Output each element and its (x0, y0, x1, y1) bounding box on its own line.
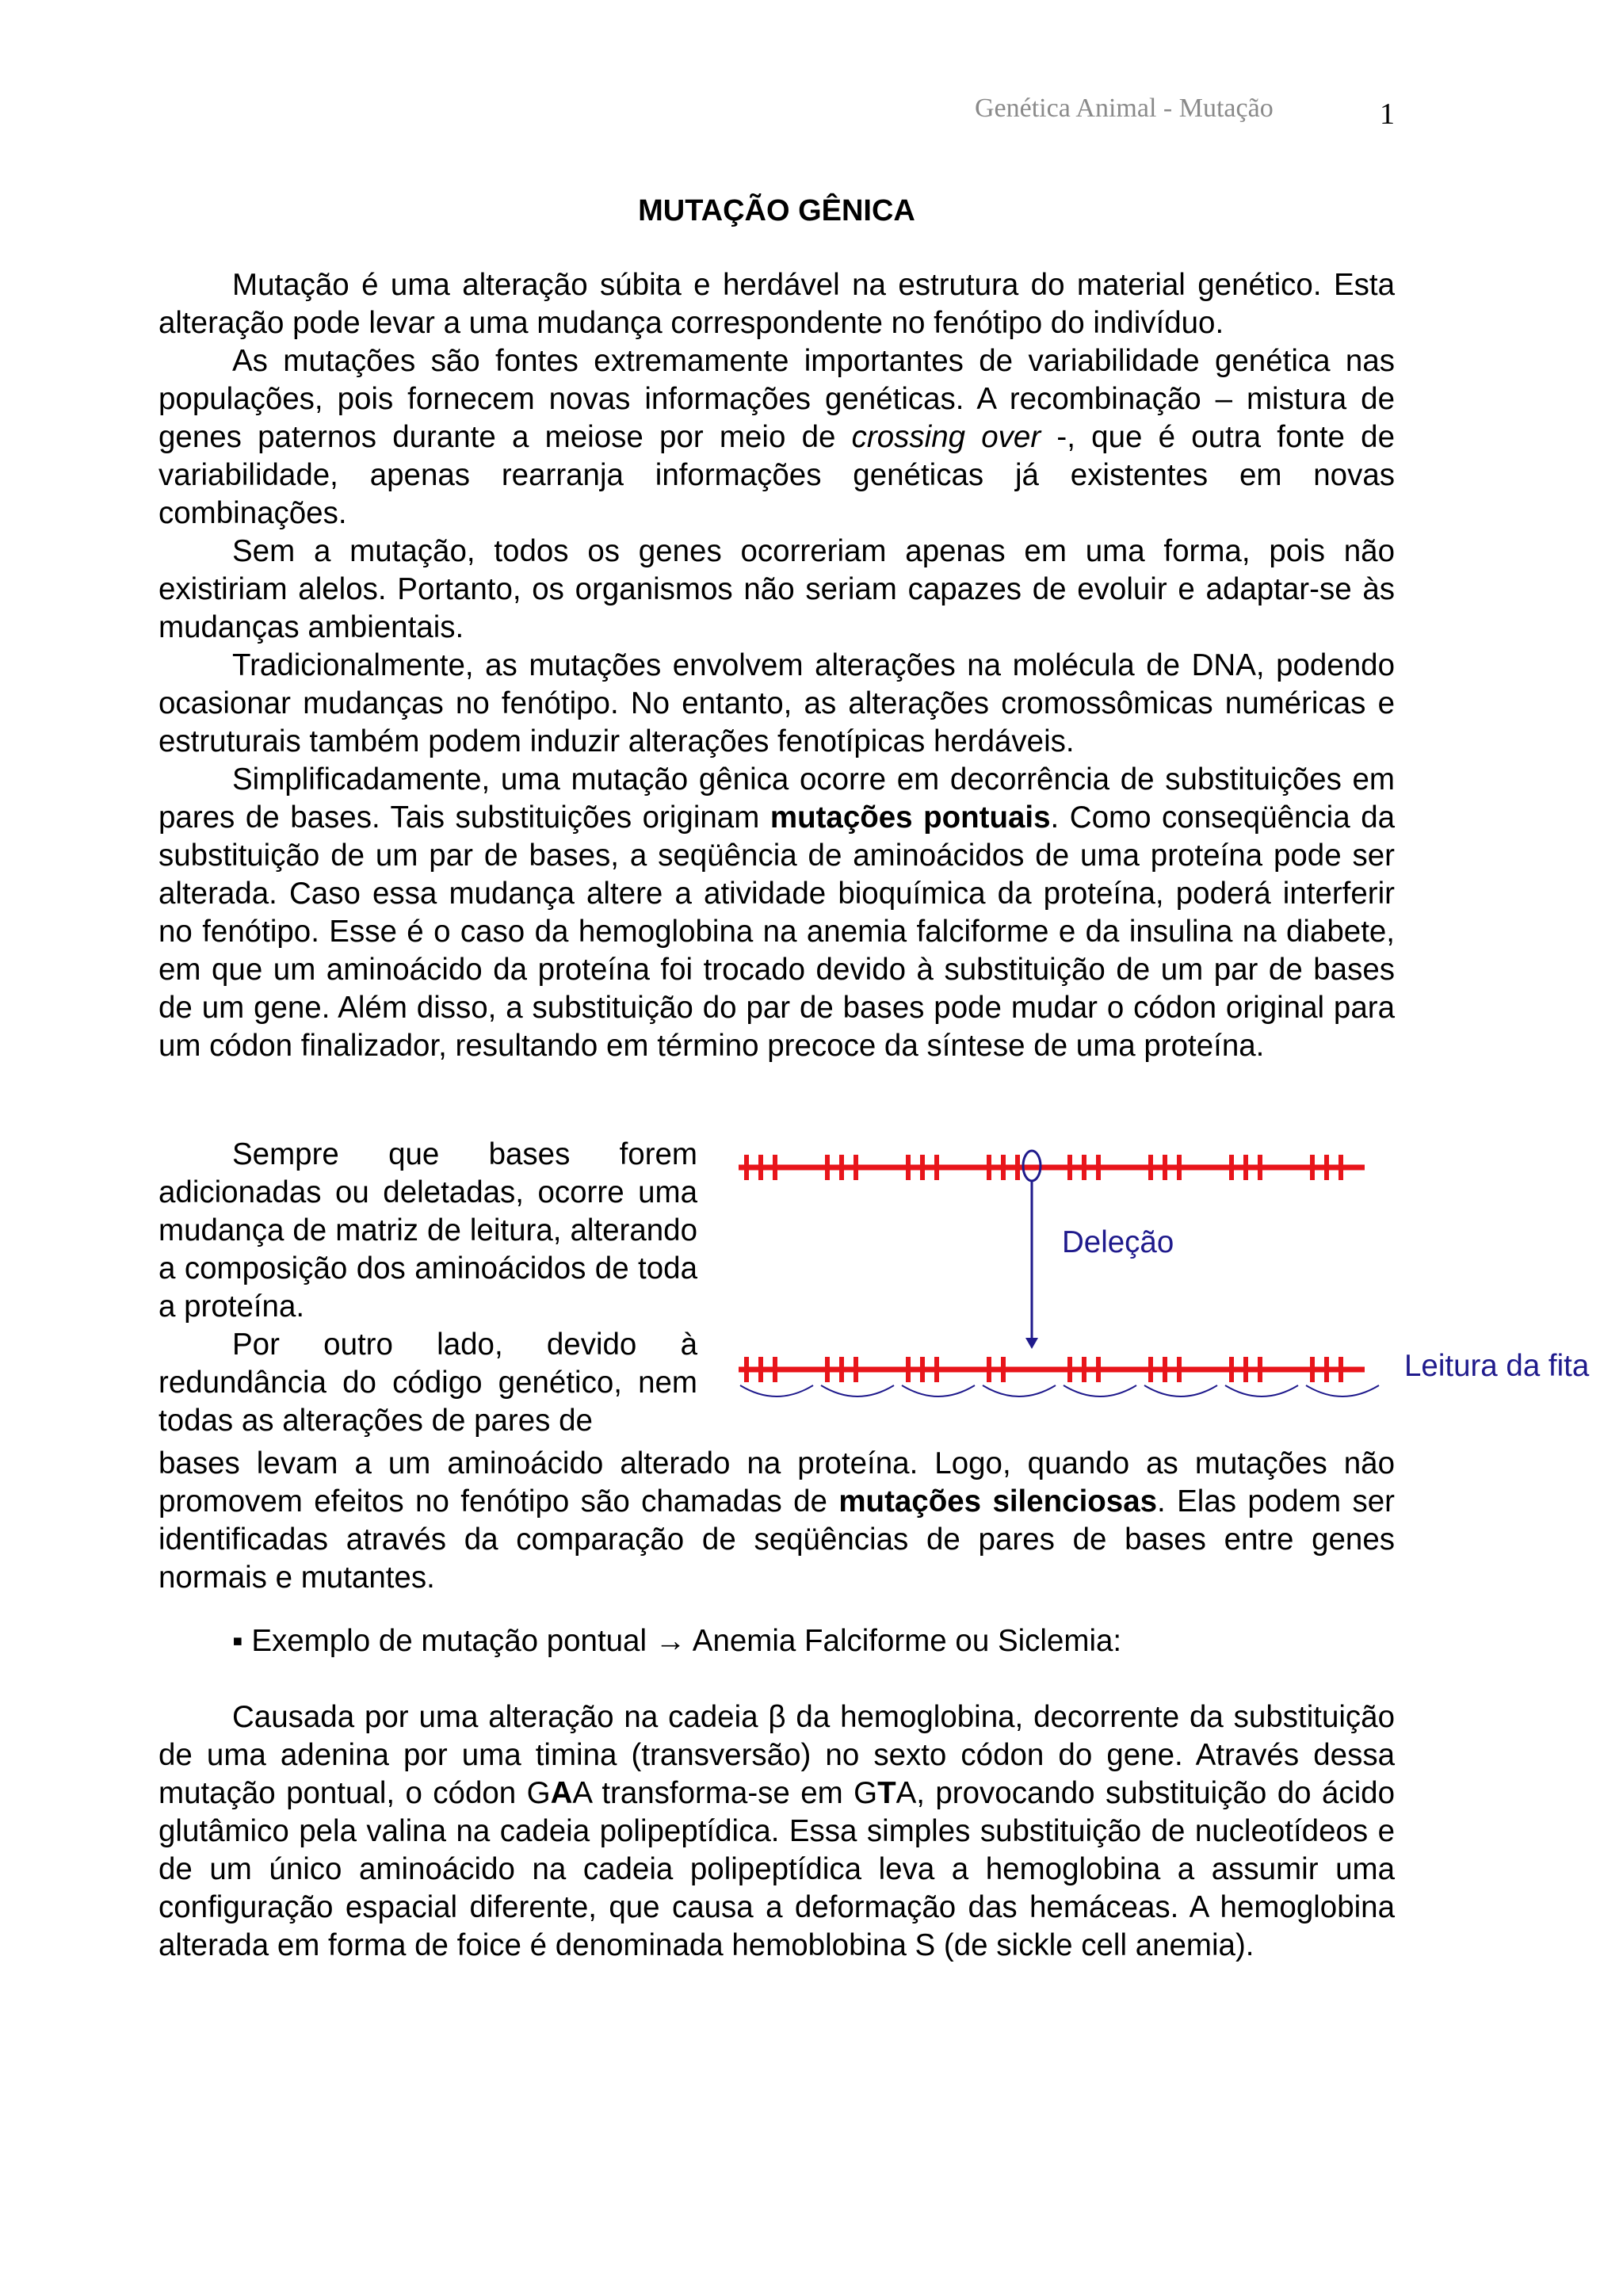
running-header (975, 94, 1395, 131)
codon-reading-arc (1225, 1385, 1298, 1396)
codon-reading-arc (1144, 1385, 1217, 1396)
deletion-arrow-head (1025, 1338, 1038, 1349)
changed-base: T (877, 1776, 896, 1810)
paragraph: Causada por uma alteração na cadeia β da hemoglobina, decorrente da substituição de uma adenina por uma timina (transversão) no sexto códon do gene. Através dessa mutação pontual, o códon GAA transforma-se em GTA, provocando substituição do ácido glutâmico pela valina na cadeia polipeptídica. Essa simples substituição de nucleotídeos e de um único aminoácido na cadeia polipeptídica leva a hemoglobina a assumir uma configuração espacial diferente, que causa a deformação das hemáceas. A hemoglobina alterada em forma de foice é denominada hemoblobina S (de sickle cell anemia). (158, 1700, 1395, 1962)
codon-reading-arc (902, 1385, 975, 1396)
running-title: Genética Animal - Mutação (975, 94, 1274, 123)
page-title: MUTAÇÃO GÊNICA (638, 194, 915, 227)
intro-section (158, 266, 1395, 1065)
bold-term: mutações silenciosas (838, 1484, 1158, 1519)
paragraph: Mutação é uma alteração súbita e herdável na estrutura do material genético. Esta alteração pode levar a uma mudança correspondente no fenótipo do indivíduo. (158, 268, 1395, 340)
codon-reading-arc (740, 1385, 813, 1396)
codon-reading-arc (821, 1385, 894, 1396)
reading-frame-arcs (740, 1385, 1379, 1396)
paragraph: Simplificadamente, uma mutação gênica ocorre em decorrência de substituições em pares de bases. Tais substituições originam mutações pontuais. Como conseqüência da substituição de um par de bases, a seqüência de aminoácidos de uma proteína pode ser alterada. Caso essa mudança altere a atividade bioquímica da proteína, poderá interferir no fenótipo. Esse é o caso da hemoglobina na anemia falciforme e da insulina na diabete, em que um aminoácido da proteína foi trocado devido à substituição de um par de bases de um gene. Além disso, a substituição do par de bases pode mudar o códon original para um códon finalizador, resultando em término precoce da síntese de uma proteína. (158, 762, 1396, 1063)
codon-reading-arc (1064, 1385, 1136, 1396)
deletion-diagram (729, 1133, 1623, 1427)
paragraph: bases levam a um aminoácido alterado na proteína. Logo, quando as mutações não promovem efeitos no fenótipo são chamadas de mutações silenciosas. Elas podem ser identificadas através da comparação de seqüências de pares de bases entre genes normais e mutantes. (158, 1446, 1395, 1595)
silent-section (158, 1445, 1395, 1597)
frameshift-section (158, 1136, 697, 1440)
deletion-label: Deleção (1062, 1225, 1174, 1259)
paragraph: Sem a mutação, todos os genes ocorreriam apenas em uma forma, pois não existiriam alelos. Portanto, os organismos não seriam capazes de evoluir e adaptar-se às mudanças ambientais. (158, 534, 1395, 644)
dna-strand-mutated (739, 1357, 1365, 1382)
page-number: 1 (1380, 97, 1395, 131)
example-heading (158, 1622, 1395, 1660)
paragraph: Tradicionalmente, as mutações envolvem alterações na molécula de DNA, podendo ocasionar mudanças no fenótipo. No entanto, as alterações cromossômicas numéricas e estruturais também podem induzir alterações fenotípicas herdáveis. (158, 648, 1395, 758)
bold-term: mutações pontuais (769, 800, 1051, 835)
codon-reading-arc (1306, 1385, 1379, 1396)
italic-term: crossing over (851, 420, 1041, 454)
dna-strand-original (739, 1155, 1365, 1180)
sickle-section (158, 1698, 1395, 1965)
paragraph: As mutações são fontes extremamente importantes de variabilidade genética nas populações, pois fornecem novas informações genéticas. A recombinação – mistura de genes paternos durante a meiose por meio de crossing over -, que é outra fonte de variabilidade, apenas rearranja informações genéticas já existentes em novas combinações. (158, 344, 1395, 530)
example-heading-text: ▪ Exemplo de mutação pontual → Anemia Falciforme ou Siclemia: (232, 1624, 1122, 1658)
paragraph: Sempre que bases forem adicionadas ou deletadas, ocorre uma mudança de matriz de leitura, alterando a composição dos aminoácidos de toda a proteína. (158, 1137, 697, 1324)
changed-base: A (550, 1776, 573, 1810)
paragraph: Por outro lado, devido à redundância do código genético, nem todas as alterações de pares de (158, 1328, 697, 1438)
codon-reading-arc (983, 1385, 1056, 1396)
reading-label: Leitura da fita (1404, 1349, 1590, 1383)
